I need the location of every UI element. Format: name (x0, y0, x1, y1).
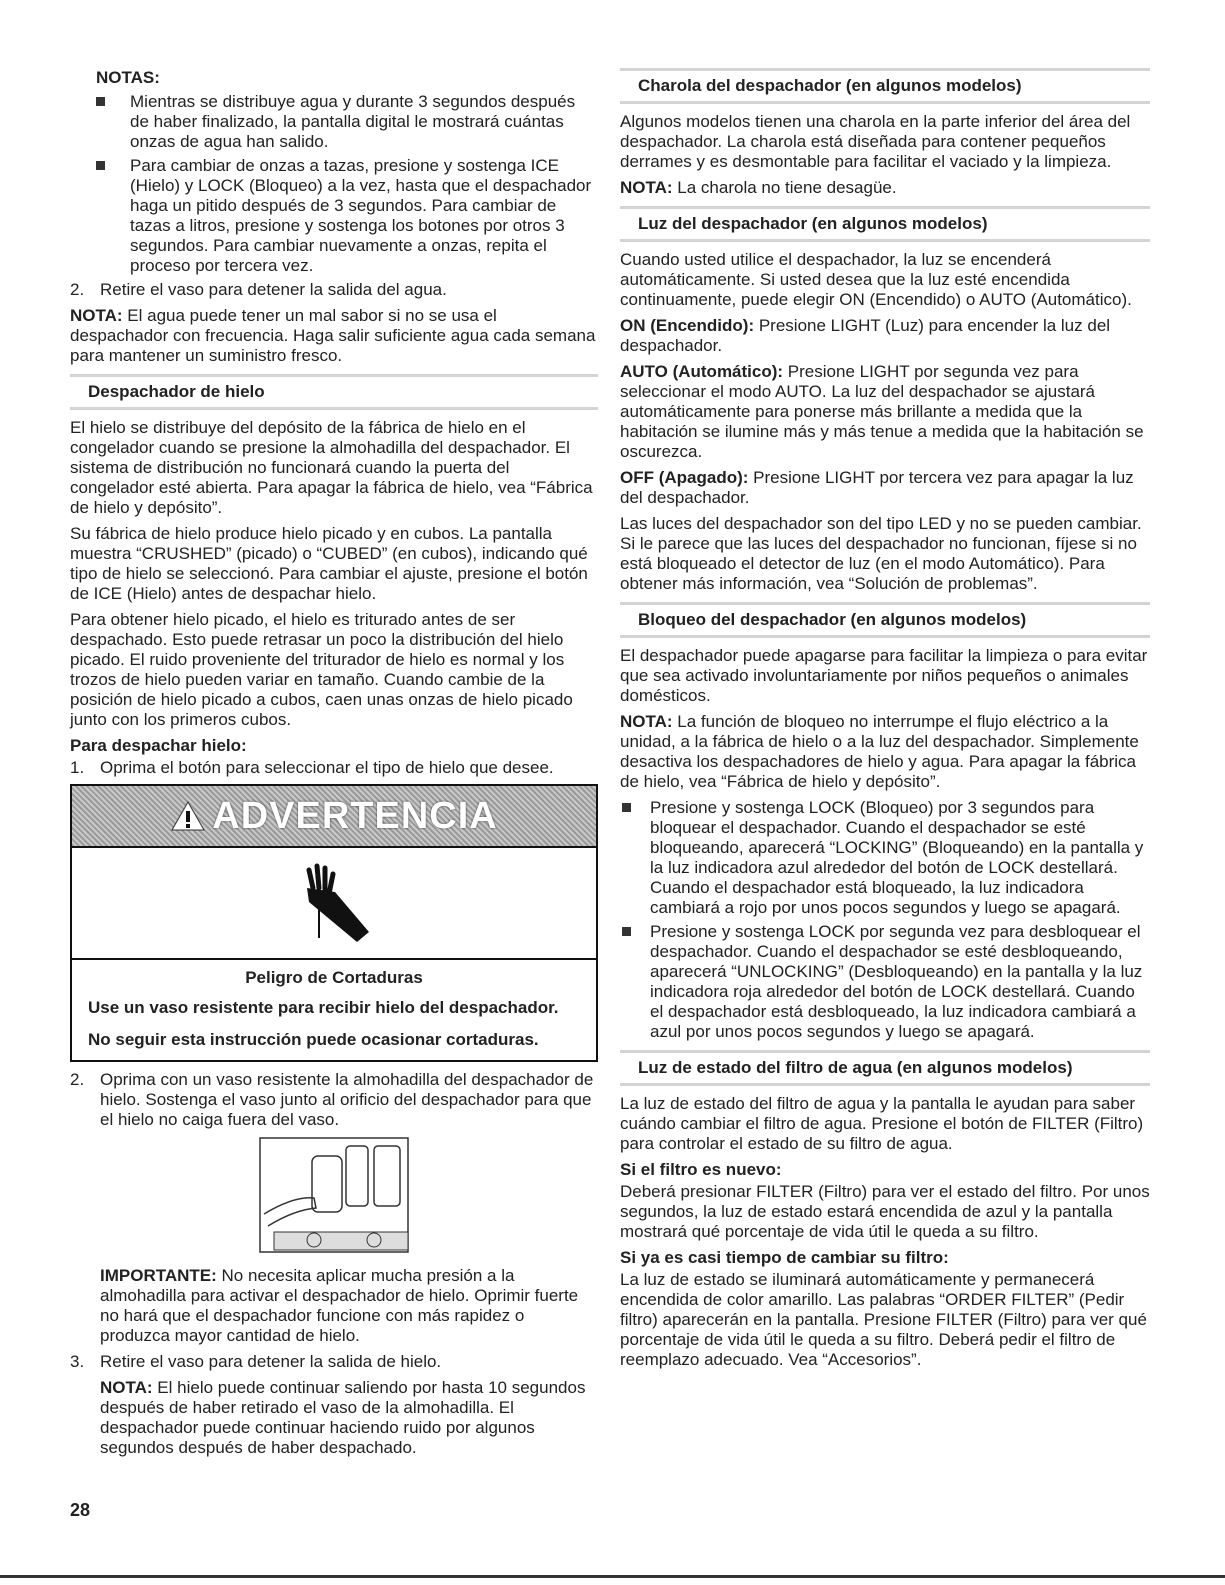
warning-subtitle: Peligro de Cortaduras (245, 968, 423, 987)
important-body: No necesita aplicar mucha presión a la almohadilla para activar el despachador de hielo. Oprimir fuerte no hará que el despachador funcione con más rapidez o produzca mayor cantidad de hielo. (100, 1266, 579, 1345)
paragraph: Las luces del despachador son del tipo LED y no se pueden cambiar. Si le parece que las luces del despachador no funcionan, fíjese si no está bloqueado el detector de luz (en el modo Automático). Para obtener más información, vea “Solución de problemas”. (620, 514, 1142, 593)
bullet-square-icon (622, 803, 631, 812)
section-heading: Luz de estado del filtro de agua (en algunos modelos) (620, 1050, 1150, 1086)
note-label: NOTA: (70, 306, 123, 325)
note-body: El hielo puede continuar saliendo por hasta 10 segundos después de haber retirado el vaso de la almohadilla. El despachador puede continuar haciendo ruido por algunos segundos después de haber despachado. (100, 1378, 586, 1457)
warning-header (72, 786, 596, 848)
step-text: Oprima el botón para seleccionar el tipo de hielo que desee. (100, 758, 554, 777)
important-label: IMPORTANTE: (100, 1266, 217, 1285)
right-column (620, 62, 1150, 1376)
step-text: Retire el vaso para detener la salida de hielo. (100, 1352, 442, 1371)
note-paragraph (620, 712, 1150, 792)
paragraph: El despachador puede apagarse para facilitar la limpieza o para evitar que sea activado involuntariamente por niños pequeños o animales domésticos. (620, 646, 1148, 705)
page-number: 28 (70, 1500, 91, 1520)
cut-hazard-hand-icon (289, 858, 379, 948)
subheading: Si el filtro es nuevo: (620, 1160, 782, 1179)
bottom-divider (0, 1575, 1225, 1578)
warning-body (72, 960, 596, 1060)
step-number: 1. (70, 758, 85, 777)
section-heading: Charola del despachador (en algunos modelos) (620, 68, 1150, 104)
dispenser-illustration (70, 1136, 598, 1256)
paragraph: Deberá presionar FILTER (Filtro) para ver el estado del filtro. Por unos segundos, la luz de estado estará encendida de azul y la pantalla mostrará qué porcentaje de vida útil le queda a su filtro. (620, 1182, 1150, 1241)
mode-paragraph (620, 362, 1150, 462)
important-paragraph (70, 1266, 598, 1346)
note-label: NOTA: (100, 1378, 153, 1397)
note-body: La función de bloqueo no interrumpe el flujo eléctrico a la unidad, a la fábrica de hielo o a la luz del despachador. Simplemente desactiva los despachadores de hielo y agua. Para apagar la fábrica de hielo, vea “Fábrica de hielo y depósito”. (620, 712, 1139, 791)
paragraph: Algunos modelos tienen una charola en la parte inferior del área del despachador. La charola está diseñada para contener pequeños derrames y es desmontable para facilitar el vaciado y la limpieza. (620, 112, 1131, 171)
mode-text: Presione LIGHT (Luz) para encender la luz del despachador. (620, 316, 1111, 355)
paragraph: La luz de estado del filtro de agua y la pantalla le ayudan para saber cuándo cambiar el filtro de agua. Presione el botón de FILTER (Filtro) para controlar el estado de su filtro de agua. (620, 1094, 1144, 1153)
bullet-square-icon (96, 161, 105, 170)
warning-line: No seguir esta instrucción puede ocasionar cortaduras. (88, 1030, 539, 1049)
left-column (70, 62, 598, 1464)
mode-label: OFF (Apagado): (620, 468, 749, 487)
warning-triangle-icon (170, 800, 206, 832)
warning-title: ADVERTENCIA (212, 795, 498, 837)
warning-line: Use un vaso resistente para recibir hielo del despachador. (88, 998, 559, 1017)
step-number: 2. (70, 280, 85, 299)
section-heading: Bloqueo del despachador (en algunos modelos) (620, 602, 1150, 638)
notes-title: NOTAS: (96, 68, 160, 87)
lock-bullet (620, 798, 1150, 918)
mode-paragraph (620, 468, 1150, 508)
mode-paragraph (620, 316, 1150, 356)
step-item (70, 1352, 598, 1372)
warning-box (70, 784, 598, 1062)
section-heading: Despachador de hielo (70, 374, 598, 410)
bullet-square-icon (622, 927, 631, 936)
step-item (70, 280, 598, 300)
step-item (70, 1070, 598, 1130)
note-paragraph (620, 178, 1150, 198)
note-bullet (70, 92, 598, 152)
bullet-text: Presione y sostenga LOCK por segunda vez para desbloquear el despachador. Cuando el despachador se esté desbloqueando, aparecerá “UNLOCKING” (Desbloqueando) en la pantalla y la luz indicadora roja alrededor del botón de LOCK destellará. Cuando el despachador está desbloqueado, la luz indicadora cambiará a azul por unos pocos segundos y luego se apagará. (650, 922, 1143, 1041)
paragraph: El hielo se distribuye del depósito de la fábrica de hielo en el congelador cuando se presione la almohadilla del despachador. El sistema de distribución no funcionará cuando la puerta del congelador esté abierta. Para apagar la fábrica de hielo, vea “Fábrica de hielo y depósito”. (70, 418, 593, 517)
lock-bullet (620, 922, 1150, 1042)
note-label: NOTA: (620, 712, 673, 731)
paragraph: Para obtener hielo picado, el hielo es triturado antes de ser despachado. Esto puede retrasar un poco la distribución del hielo picado. El ruido proveniente del triturador de hielo es normal y los trozos de hielo pueden variar en tamaño. Cuando cambie de la posición de hielo picado a cubos, caen unas onzas de hielo picado junto con los primeros cubos. (70, 610, 573, 729)
paragraph: Cuando usted utilice el despachador, la luz se encenderá automáticamente. Si usted desea que la luz esté encendida continuamente, puede elegir ON (Encendido) o AUTO (Automático). (620, 250, 1132, 309)
mode-label: AUTO (Automático): (620, 362, 784, 381)
step-number: 2. (70, 1070, 85, 1089)
note-text: Para cambiar de onzas a tazas, presione y sostenga ICE (Hielo) y LOCK (Bloqueo) a la vez, hasta que el despachador haga un pitido después de 3 segundos. Para cambiar de tazas a litros, presione y sostenga los botones por otros 3 segundos. Para cambiar nuevamente a onzas, repita el proceso por tercera vez. (130, 156, 592, 275)
section-heading: Luz del despachador (en algunos modelos) (620, 206, 1150, 242)
note-body: El agua puede tener un mal sabor si no se usa el despachador con frecuencia. Haga salir suficiente agua cada semana para mantener un suministro fresco. (70, 306, 596, 365)
step-item (70, 758, 598, 778)
note-text: Mientras se distribuye agua y durante 3 segundos después de haber finalizado, la pantalla digital le mostrará cuántas onzas de agua han salido. (130, 92, 576, 151)
note-label: NOTA: (620, 178, 673, 197)
bullet-text: Presione y sostenga LOCK (Bloqueo) por 3 segundos para bloquear el despachador. Cuando el despachador se esté bloqueando, aparecerá “LOCKING” (Bloqueando) en la pantalla y la luz indicadora azul alrededor del botón de LOCK destellará. Cuando el despachador está bloqueado, la luz indicadora cambiará a rojo por unos pocos segundos y luego se apagará. (650, 798, 1144, 917)
note-paragraph (70, 306, 598, 366)
paragraph: La luz de estado se iluminará automáticamente y permanecerá encendida de color amarillo. Las palabras “ORDER FILTER” (Pedir filtro) aparecerán en la pantalla. Presione FILTER (Filtro) para ver qué porcentaje de vida útil le queda a su filtro. Deberá pedir el filtro de reemplazo adecuado. Vea “Accesorios”. (620, 1270, 1147, 1369)
note-paragraph (70, 1378, 598, 1458)
mode-text: Presione LIGHT por tercera vez para apagar la luz del despachador. (620, 468, 1134, 507)
note-bullet (70, 156, 598, 276)
warning-icon-row (72, 848, 596, 960)
step-text: Retire el vaso para detener la salida del agua. (100, 280, 447, 299)
mode-label: ON (Encendido): (620, 316, 755, 335)
note-body: La charola no tiene desagüe. (677, 178, 897, 197)
subheading: Si ya es casi tiempo de cambiar su filtro: (620, 1248, 949, 1267)
subheading: Para despachar hielo: (70, 736, 247, 755)
step-number: 3. (70, 1352, 85, 1371)
step-text: Oprima con un vaso resistente la almohadilla del despachador de hielo. Sostenga el vaso junto al orificio del despachador para que el hielo no caiga fuera del vaso. (100, 1070, 594, 1129)
glass-dispenser-icon (254, 1136, 414, 1256)
mode-text: Presione LIGHT por segunda vez para seleccionar el modo AUTO. La luz del despachador se ajustará automáticamente para ponerse más brillante a medida que la habitación se ilumine más y más tenue a medida que la habitación se oscurezca. (620, 362, 1144, 461)
bullet-square-icon (96, 97, 105, 106)
paragraph: Su fábrica de hielo produce hielo picado y en cubos. La pantalla muestra “CRUSHED” (picado) o “CUBED” (en cubos), indicando qué tipo de hielo se seleccionó. Para cambiar el ajuste, presione el botón de ICE (Hielo) antes de despachar hielo. (70, 524, 588, 603)
